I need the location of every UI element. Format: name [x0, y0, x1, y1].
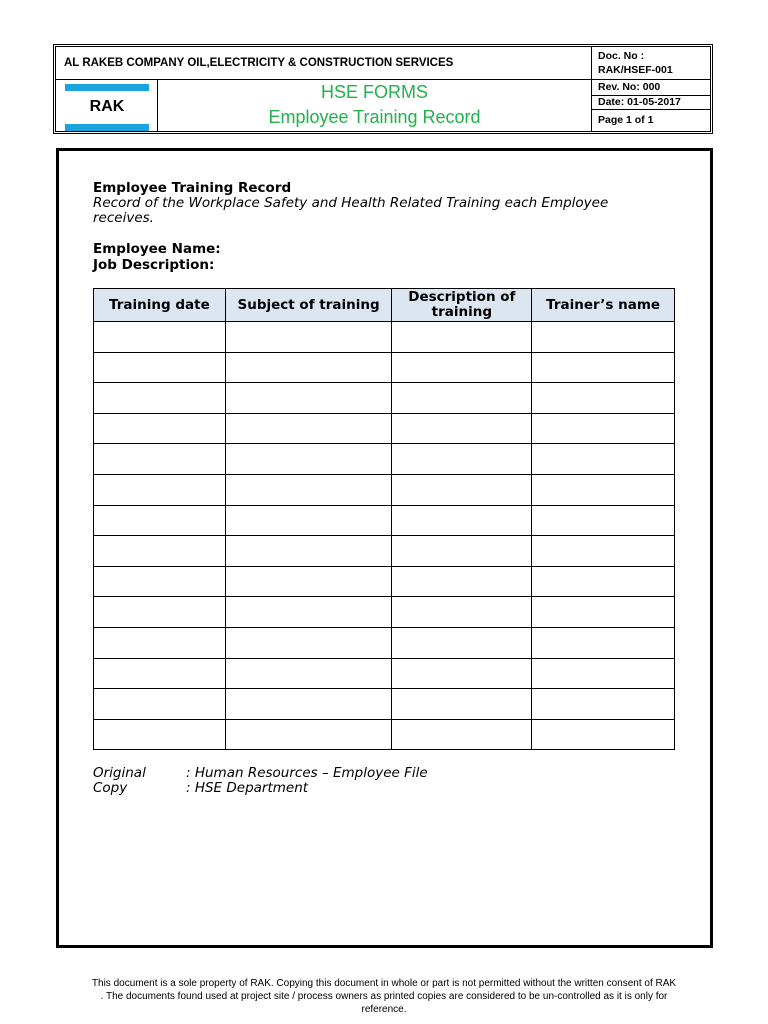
table-cell[interactable] — [532, 322, 675, 353]
table-cell[interactable] — [94, 658, 226, 689]
footer-disclaimer: This document is a sole property of RAK. Copying this document in whole or part is not permitted without the written consent of RAK . The documents found used at project site / process owners as printed copies are considered to be un-controlled as it is only for reference. — [91, 978, 677, 1015]
document-meta — [592, 47, 710, 131]
table-cell[interactable] — [532, 627, 675, 658]
table-cell[interactable] — [225, 322, 392, 353]
table-cell[interactable] — [225, 719, 392, 750]
table-row — [94, 597, 675, 628]
table-cell[interactable] — [532, 566, 675, 597]
table-row — [94, 536, 675, 567]
logo-top-band — [65, 84, 149, 91]
table-cell[interactable] — [532, 658, 675, 689]
table-cell[interactable] — [392, 505, 532, 536]
table-cell[interactable] — [392, 413, 532, 444]
table-cell[interactable] — [94, 322, 226, 353]
table-row — [94, 627, 675, 658]
table-cell[interactable] — [392, 566, 532, 597]
table-cell[interactable] — [225, 536, 392, 567]
table-cell[interactable] — [225, 413, 392, 444]
table-cell[interactable] — [532, 413, 675, 444]
table-row — [94, 444, 675, 475]
table-row — [94, 719, 675, 750]
table-row — [94, 474, 675, 505]
copy-label: Copy — [93, 780, 128, 796]
table-cell[interactable] — [225, 505, 392, 536]
table-cell[interactable] — [94, 383, 226, 414]
table-cell[interactable] — [225, 474, 392, 505]
table-cell[interactable] — [392, 352, 532, 383]
document-header — [53, 44, 713, 134]
table-cell[interactable] — [392, 597, 532, 628]
company-name: AL RAKEB COMPANY OIL,ELECTRICITY & CONSTRUCTION SERVICES — [56, 47, 592, 80]
logo-text: RAK — [89, 98, 125, 115]
table-cell[interactable] — [94, 566, 226, 597]
table-cell[interactable] — [532, 352, 675, 383]
table-cell[interactable] — [532, 474, 675, 505]
table-cell[interactable] — [225, 383, 392, 414]
doc-number-cell — [592, 47, 710, 80]
table-cell[interactable] — [392, 322, 532, 353]
table-row — [94, 322, 675, 353]
table-cell[interactable] — [94, 474, 226, 505]
logo-bottom-band — [65, 124, 149, 131]
form-title — [158, 80, 592, 131]
table-cell[interactable] — [94, 597, 226, 628]
header-subject: Subject of training — [225, 289, 392, 322]
table-cell[interactable] — [392, 444, 532, 475]
table-row — [94, 413, 675, 444]
table-cell[interactable] — [532, 597, 675, 628]
training-record-table — [93, 288, 675, 750]
rak-logo — [65, 84, 149, 132]
page-number: Page 1 of 1 — [598, 114, 654, 126]
table-cell[interactable] — [532, 505, 675, 536]
table-cell[interactable] — [94, 413, 226, 444]
table-row — [94, 505, 675, 536]
table-cell[interactable] — [225, 566, 392, 597]
table-row — [94, 566, 675, 597]
table-cell[interactable] — [94, 689, 226, 720]
table-cell[interactable] — [94, 505, 226, 536]
header-trainer-name: Trainer’s name — [532, 289, 675, 322]
title-line-2: Employee Training Record — [268, 107, 481, 127]
original-value: : Human Resources – Employee File — [186, 765, 428, 781]
table-cell[interactable] — [392, 474, 532, 505]
table-cell[interactable] — [532, 383, 675, 414]
job-description-label: Job Description: — [93, 257, 215, 273]
original-label: Original — [93, 765, 146, 781]
table-row — [94, 658, 675, 689]
copy-value: : HSE Department — [186, 780, 309, 796]
table-cell[interactable] — [225, 627, 392, 658]
table-cell[interactable] — [225, 658, 392, 689]
employee-name-label: Employee Name: — [93, 241, 221, 257]
table-cell[interactable] — [94, 719, 226, 750]
table-header-row — [94, 289, 675, 322]
table-cell[interactable] — [94, 352, 226, 383]
table-cell[interactable] — [392, 689, 532, 720]
table-cell[interactable] — [392, 536, 532, 567]
table-cell[interactable] — [532, 689, 675, 720]
table-cell[interactable] — [225, 689, 392, 720]
table-cell[interactable] — [94, 444, 226, 475]
table-cell[interactable] — [392, 719, 532, 750]
doc-number-value: RAK/HSEF-001 — [598, 64, 673, 76]
revision-number: Rev. No: 000 — [592, 80, 710, 96]
table-cell[interactable] — [225, 352, 392, 383]
table-row — [94, 352, 675, 383]
table-cell[interactable] — [392, 627, 532, 658]
table-cell[interactable] — [532, 444, 675, 475]
document-date: Date: 01-05-2017 — [592, 96, 710, 110]
logo-cell — [56, 80, 158, 131]
table-row — [94, 689, 675, 720]
table-cell[interactable] — [392, 658, 532, 689]
table-cell[interactable] — [94, 627, 226, 658]
table-cell[interactable] — [225, 444, 392, 475]
table-cell[interactable] — [94, 536, 226, 567]
table-cell[interactable] — [392, 383, 532, 414]
header-training-date: Training date — [94, 289, 226, 322]
section-title: Employee Training Record — [93, 180, 292, 196]
doc-number-label: Doc. No : — [598, 50, 645, 62]
title-line-1: HSE FORMS — [320, 82, 428, 102]
section-description: Record of the Workplace Safety and Health Related Training each Employee receives. — [93, 195, 609, 226]
table-cell[interactable] — [532, 719, 675, 750]
header-description: Description of training — [392, 289, 532, 322]
table-row — [94, 383, 675, 414]
table-cell[interactable] — [532, 536, 675, 567]
table-cell[interactable] — [225, 597, 392, 628]
